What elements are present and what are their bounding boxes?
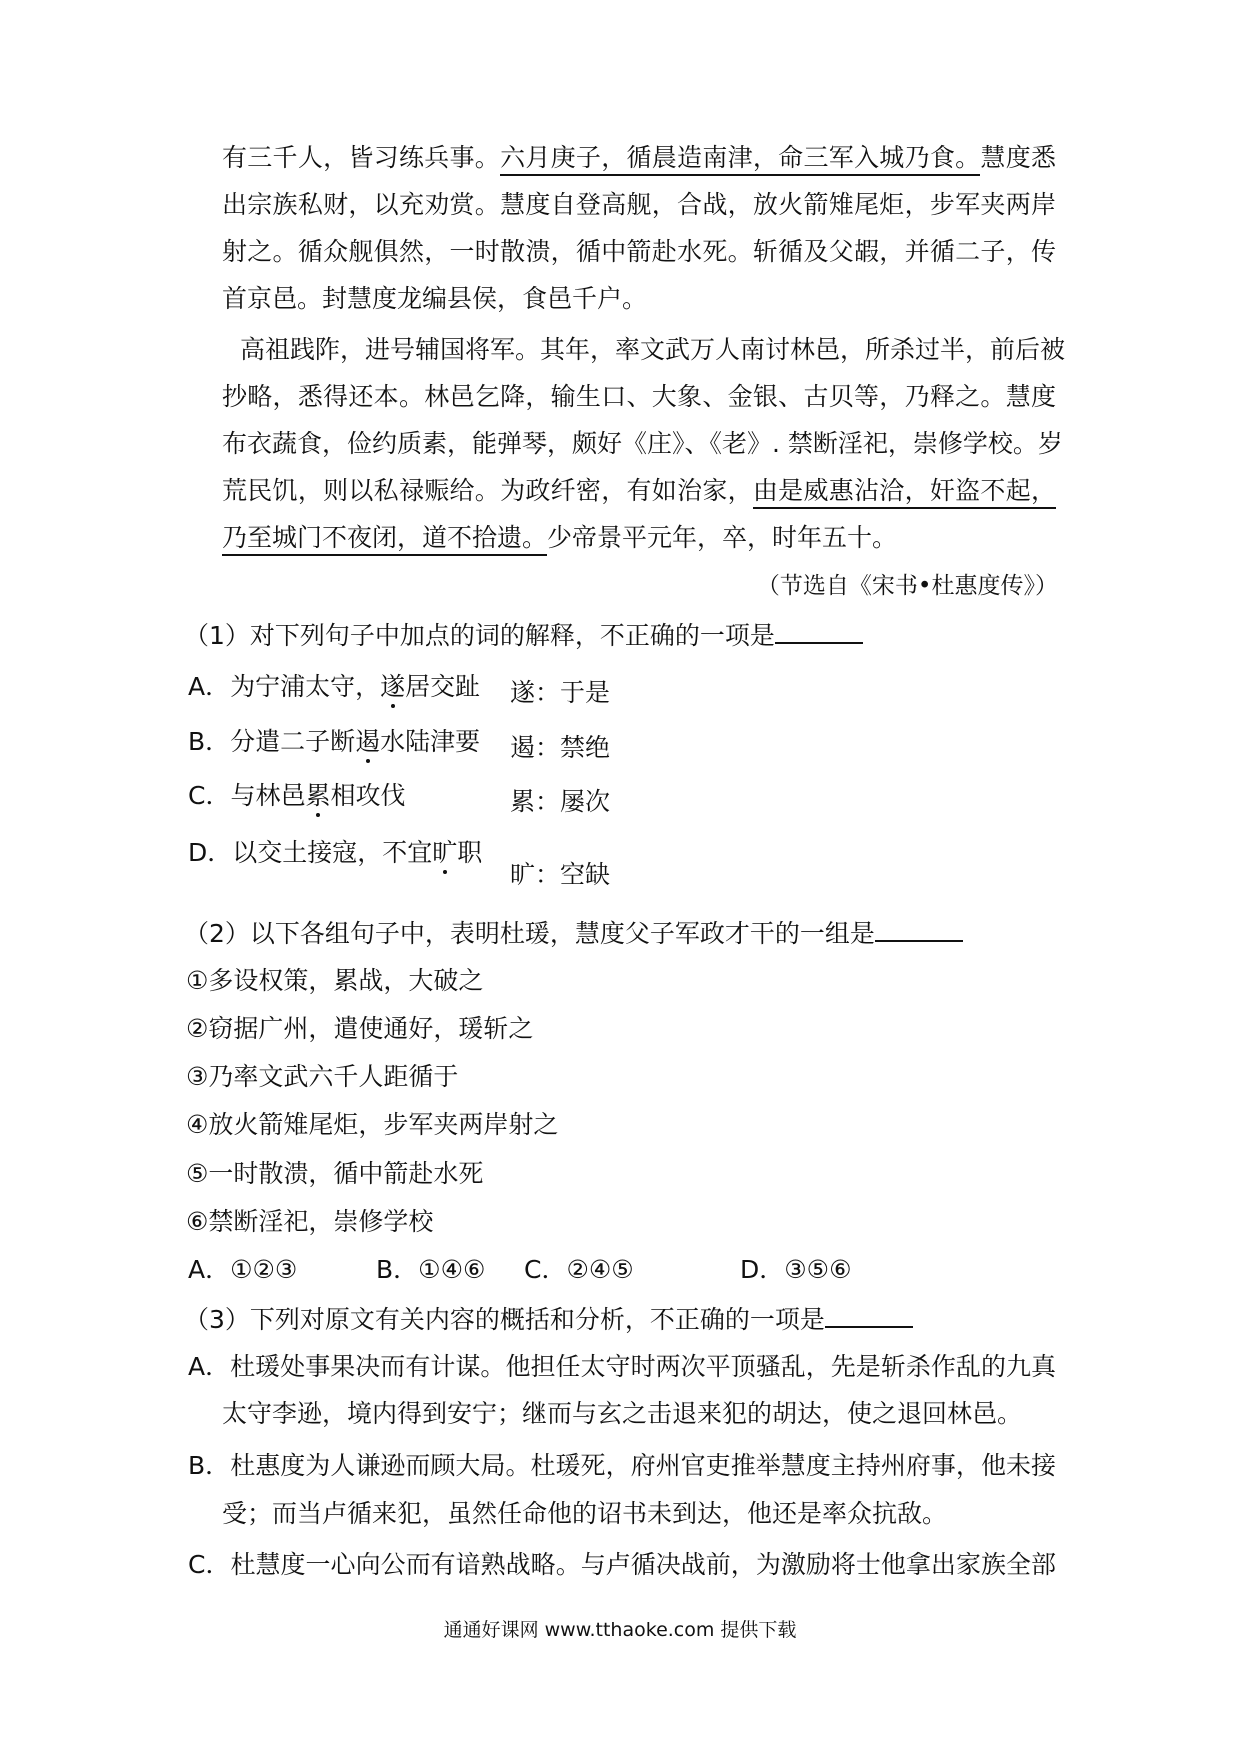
q3-option-b-line1: B．杜惠度为人谦逊而顾大局。杜瑗死，府州官吏推举慧度主持州府事，他未接 (188, 1451, 1056, 1480)
text: 职 (457, 838, 483, 867)
q3-option-a-line2: 太守李逊，境内得到安宁；继而与玄之击退来犯的胡达，使之退回林邑。 (222, 1399, 1023, 1428)
passage-line (222, 521, 1056, 555)
q2-item: ⑥禁断淫祀，崇修学校 (186, 1207, 434, 1236)
underlined-sentence: 由是威惠沾洽，奸盗不起， (753, 476, 1056, 509)
q2-item: ②窃据广州，遣使通好，瑗斩之 (186, 1014, 534, 1043)
text: （3）下列对原文有关内容的概括和分析，不正确的一项是 (184, 1305, 825, 1334)
text: B．分遣二子断 (188, 727, 356, 756)
dotted-word: 旷 (432, 838, 458, 867)
dotted-word: 累 (305, 781, 331, 810)
dotted-word: 遂 (380, 672, 406, 701)
answer-blank (825, 1302, 913, 1328)
q1-option-a (188, 670, 480, 704)
q1-gloss-b: 遏：禁绝 (510, 733, 611, 762)
q2-choice-d: D．③⑤⑥ (740, 1255, 852, 1284)
q2-choice-c: C．②④⑤ (524, 1255, 634, 1284)
q2-item: ⑤一时散溃，循中箭赴水死 (186, 1159, 484, 1188)
q3-option-a-line1: A．杜瑗处事果决而有计谋。他担任太守时两次平顶骚乱，先是斩杀作乱的九真 (188, 1352, 1056, 1381)
question-2-stem (184, 916, 963, 951)
passage-line: 高祖践阼，进号辅国将军。其年，率文武万人南讨林邑，所杀过半，前后被 (240, 335, 1066, 364)
text: （1）对下列句子中加点的词的解释，不正确的一项是 (184, 621, 775, 650)
answer-blank (775, 618, 863, 644)
dotted-word: 遏 (355, 727, 381, 756)
text: 慧度悉 (980, 143, 1056, 172)
q2-item: ①多设权策，累战，大破之 (186, 966, 484, 995)
text: 少帝景平元年，卒，时年五十。 (547, 523, 898, 552)
text: 水陆津要 (380, 727, 481, 756)
passage-line: 首京邑。封慧度龙编县侯，食邑千户。 (222, 284, 648, 313)
text: 荒民饥，则以私禄赈给。为政纤密，有如治家， (222, 476, 753, 505)
source-citation: （节选自《宋书•杜惠度传》） (756, 573, 1058, 599)
q3-option-c-line1: C．杜慧度一心向公而有谙熟战略。与卢循决战前，为激励将士他拿出家族全部 (188, 1550, 1056, 1579)
question-1-stem (184, 618, 863, 653)
passage-line: 抄略，悉得还本。林邑乞降，输生口、大象、金银、古贝等，乃释之。慧度 (222, 382, 1056, 411)
q2-choice-b: B．①④⑥ (376, 1255, 486, 1284)
q1-option-d (188, 836, 482, 870)
q3-option-b-line2: 受；而当卢循来犯，虽然任命他的诏书未到达，他还是率众抗敌。 (222, 1499, 948, 1528)
passage-line: 布衣蔬食，俭约质素，能弹琴，颇好《庄》、《老》. 禁断淫祀，崇修学校。岁 (222, 429, 1063, 458)
q1-gloss-a: 遂：于是 (510, 678, 611, 707)
text: 居交趾 (405, 672, 481, 701)
q2-choice-a: A．①②③ (188, 1255, 298, 1284)
question-3-stem (184, 1302, 913, 1337)
text: A．为宁浦太守， (188, 672, 381, 701)
q2-item: ③乃率文武六千人距循于 (186, 1062, 459, 1091)
answer-blank (875, 916, 963, 942)
passage-line: 出宗族私财，以充劝赏。慧度自登高舰，合战，放火箭雉尾炬，步军夹两岸 (222, 190, 1056, 219)
page-footer: 通通好课网 www.tthaoke.com 提供下载 (443, 1619, 797, 1641)
text: D．以交土接寇，不宜 (188, 838, 433, 867)
text: 相攻伐 (330, 781, 406, 810)
underlined-sentence: 乃至城门不夜闭，道不拾遗。 (222, 523, 547, 556)
q2-item: ④放火箭雉尾炬，步军夹两岸射之 (186, 1110, 559, 1139)
text: C．与林邑 (188, 781, 306, 810)
underlined-sentence: 六月庚子，循晨造南津，命三军入城乃食。 (500, 143, 980, 176)
passage-line (222, 474, 1056, 508)
passage-line: 射之。循众舰俱然，一时散溃，循中箭赴水死。斩循及父嘏，并循二子，传 (222, 237, 1056, 266)
q1-gloss-c: 累：屡次 (510, 787, 611, 816)
text: （2）以下各组句子中，表明杜瑗，慧度父子军政才干的一组是 (184, 919, 875, 948)
q1-option-c (188, 779, 406, 813)
q1-option-b (188, 725, 480, 759)
q1-gloss-d: 旷：空缺 (510, 860, 611, 889)
passage-line (222, 141, 1056, 175)
text: 有三千人，皆习练兵事。 (222, 143, 501, 172)
